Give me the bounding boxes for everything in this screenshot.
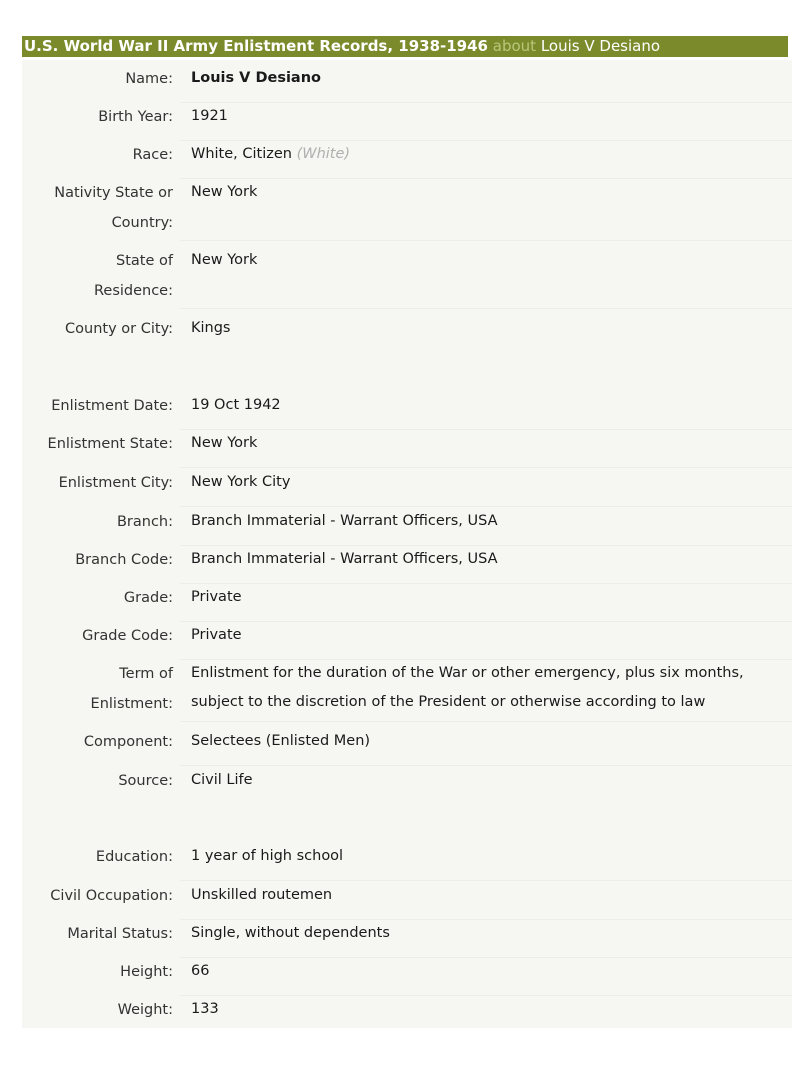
field-label: Height: [120, 964, 173, 980]
record-panel [22, 60, 792, 1028]
record-row-source [22, 766, 792, 804]
record-row-race [22, 140, 792, 178]
field-value-residence: New York [191, 252, 258, 268]
record-row-enlistment-date [22, 391, 792, 429]
field-value-component: Selectees (Enlisted Men) [191, 733, 371, 749]
row-divider [180, 721, 792, 722]
field-value-name: Louis V Desiano [191, 70, 321, 86]
record-row-branch-code [22, 545, 792, 583]
field-value-term [191, 659, 781, 717]
record-row-enlistment-state [22, 429, 792, 467]
field-value-nativity: New York [191, 184, 258, 200]
field-value-county: Kings [191, 320, 231, 336]
field-label: Civil Occupation: [50, 888, 173, 904]
field-label: Marital Status: [67, 926, 173, 942]
field-label-line: Residence: [93, 283, 173, 299]
record-row-term [22, 659, 792, 721]
field-value-occupation: Unskilled routemen [191, 887, 333, 903]
field-value-source: Civil Life [191, 772, 253, 788]
field-label: County or City: [65, 321, 173, 337]
field-value-weight: 133 [191, 1001, 219, 1017]
record-row-component [22, 727, 792, 765]
field-label [22, 246, 173, 306]
field-label: Enlistment State: [47, 436, 173, 452]
race-normalized: (White) [296, 146, 351, 162]
race-value: White, Citizen [191, 146, 292, 162]
record-row-grade [22, 583, 792, 621]
field-value-birth-year: 1921 [191, 108, 228, 124]
record-row-county [22, 314, 792, 352]
record-row-enlistment-city [22, 468, 792, 506]
field-label: Grade: [123, 590, 173, 606]
record-row-occupation [22, 881, 792, 919]
field-label [22, 659, 173, 719]
record-row-nativity [22, 178, 792, 240]
person-name-link[interactable]: Louis V Desiano [540, 37, 661, 55]
field-label: Weight: [117, 1002, 173, 1018]
field-value-marital-status: Single, without dependents [191, 925, 390, 941]
field-value-line: subject to the discretion of the President or otherwise according to law [191, 694, 706, 710]
row-divider [180, 308, 792, 309]
field-label-line: Enlistment: [90, 696, 173, 712]
record-row-residence [22, 246, 792, 308]
field-label: Education: [95, 849, 173, 865]
collection-title: U.S. World War II Army Enlistment Records, 1938-1946 [24, 37, 488, 55]
field-value-branch-code: Branch Immaterial - Warrant Officers, USA [191, 551, 498, 567]
field-value-education: 1 year of high school [191, 848, 344, 864]
field-label: Branch Code: [75, 552, 173, 568]
record-header [22, 36, 788, 57]
field-label-line: State of [116, 253, 173, 269]
field-value-height: 66 [191, 963, 210, 979]
field-label-line: Country: [111, 215, 173, 231]
row-divider [180, 240, 792, 241]
field-label: Component: [83, 734, 173, 750]
field-label: Enlistment City: [58, 475, 173, 491]
field-label: Race: [132, 147, 173, 163]
record-row-height [22, 957, 792, 995]
record-row-weight [22, 995, 792, 1033]
record-row-birth-year [22, 102, 792, 140]
record-row-marital-status [22, 919, 792, 957]
field-value-race [191, 140, 781, 169]
field-value-grade-code: Private [191, 627, 242, 643]
field-value-branch: Branch Immaterial - Warrant Officers, USA [191, 513, 498, 529]
field-label: Grade Code: [82, 628, 173, 644]
field-label-line: Term of [119, 666, 173, 682]
field-label: Branch: [116, 514, 173, 530]
field-value-enlistment-city: New York City [191, 474, 291, 490]
field-value-enlistment-state: New York [191, 435, 258, 451]
about-text: about [492, 37, 537, 55]
field-label: Name: [125, 71, 173, 87]
field-label: Birth Year: [98, 109, 173, 125]
record-row-name [22, 64, 792, 102]
field-label: Source: [118, 773, 173, 789]
field-value-grade: Private [191, 589, 242, 605]
field-label: Enlistment Date: [51, 398, 173, 414]
field-label [22, 178, 173, 238]
field-value-enlistment-date: 19 Oct 1942 [191, 397, 281, 413]
record-row-branch [22, 507, 792, 545]
record-row-education [22, 842, 792, 880]
record-row-grade-code [22, 621, 792, 659]
field-value-line: Enlistment for the duration of the War or other emergency, plus six months, [191, 665, 744, 681]
field-label-line: Nativity State or [54, 185, 173, 201]
